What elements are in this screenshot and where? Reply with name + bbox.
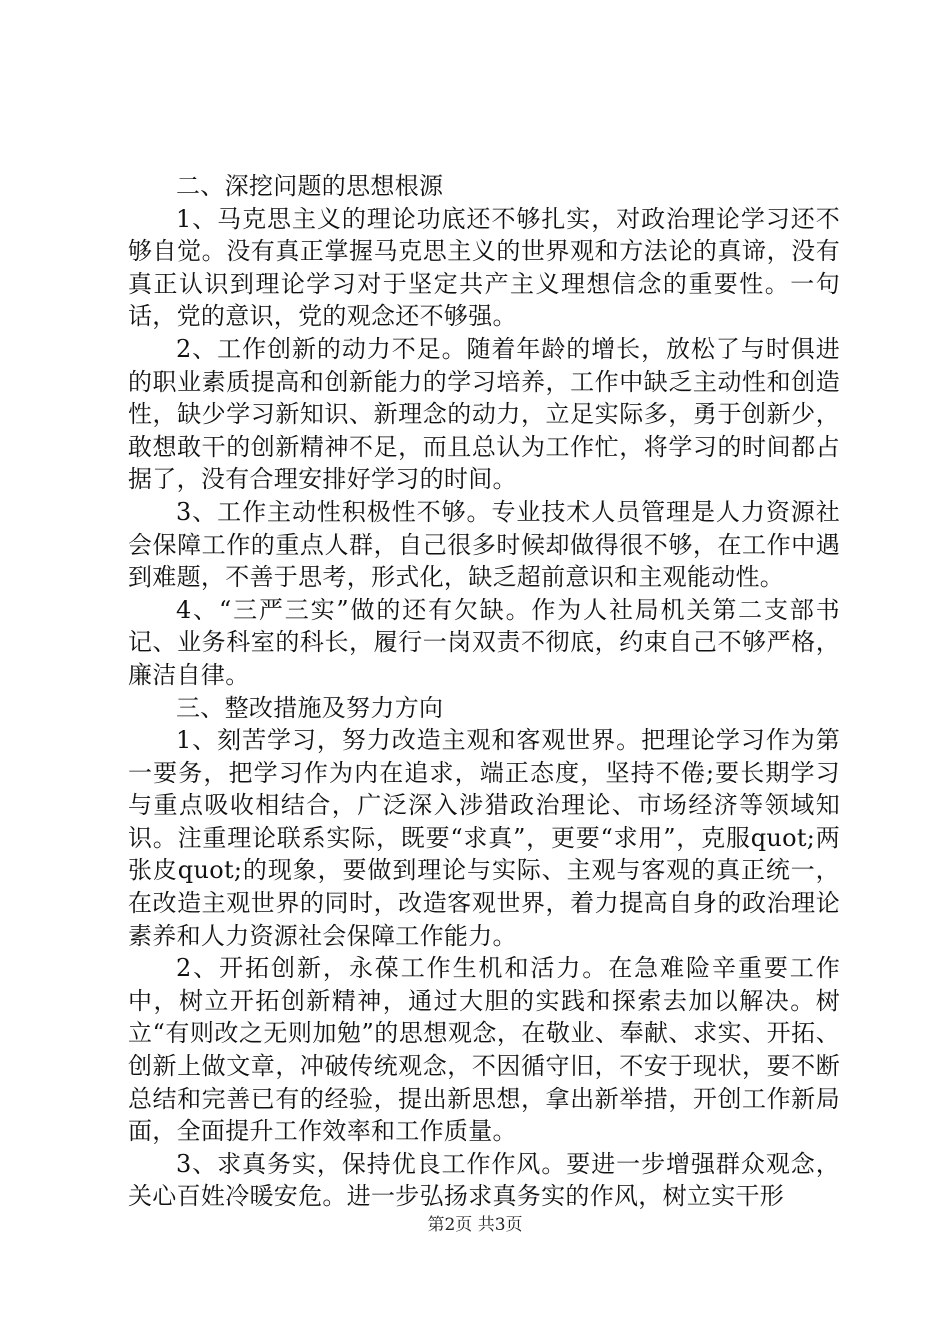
paragraph: 1、刻苦学习，努力改造主观和客观世界。把理论学习作为第一要务，把学习作为内在追求，端正态度，坚持不倦;要长期学习与重点吸收相结合，广泛深入涉猎政治理论、市场经济等领域知识。注重理论联系实际，既要“求真”，更要“求用”，克服quot;两张皮quot;的现象，要做到理论与实际、主观与客观的真正统一，在改造主观世界的同时，改造客观世界，着力提高自身的政治理论素养和人力资源社会保障工作能力。: [128, 726, 840, 950]
paragraph: 4、“三严三实”做的还有欠缺。作为人社局机关第二支部书记、业务科室的科长，履行一岗双责不彻底，约束自己不够严格，廉洁自律。: [128, 595, 840, 689]
document-body: [128, 170, 840, 1213]
paragraph: 2、工作创新的动力不足。随着年龄的增长，放松了与时俱进的职业素质提高和创新能力的学习培养，工作中缺乏主动性和创造性，缺少学习新知识、新理念的动力，立足实际多，勇于创新少，敢想敢干的创新精神不足，而且总认为工作忙，将学习的时间都占据了，没有合理安排好学习的时间。: [128, 334, 840, 494]
paragraph: 1、马克思主义的理论功底还不够扎实，对政治理论学习还不够自觉。没有真正掌握马克思主义的世界观和方法论的真谛，没有真正认识到理论学习对于坚定共产主义理想信念的重要性。一句话，党的意识，党的观念还不够强。: [128, 204, 840, 331]
paragraph: 2、开拓创新，永葆工作生机和活力。在急难险辛重要工作中，树立开拓创新精神，通过大胆的实践和探索去加以解决。树立“有则改之无则加勉”的思想观念，在敬业、奉献、求实、开拓、创新上做文章，冲破传统观念，不因循守旧，不安于现状，要不断总结和完善已有的经验，提出新思想，拿出新举措，开创工作新局面，全面提升工作效率和工作质量。: [128, 954, 840, 1146]
paragraph: 3、求真务实，保持优良工作作风。要进一步增强群众观念，关心百姓冷暖安危。进一步弘扬求真务实的作风，树立实干形: [128, 1149, 840, 1211]
paragraph: 3、工作主动性积极性不够。专业技术人员管理是人力资源社会保障工作的重点人群，自己很多时候却做得很不够，在工作中遇到难题，不善于思考，形式化，缺乏超前意识和主观能动性。: [128, 497, 840, 592]
section-heading-3: 三、整改措施及努力方向: [176, 693, 444, 722]
section-heading-2: 二、深挖问题的思想根源: [176, 172, 444, 200]
page-footer: 第2页 共3页: [427, 1215, 523, 1235]
